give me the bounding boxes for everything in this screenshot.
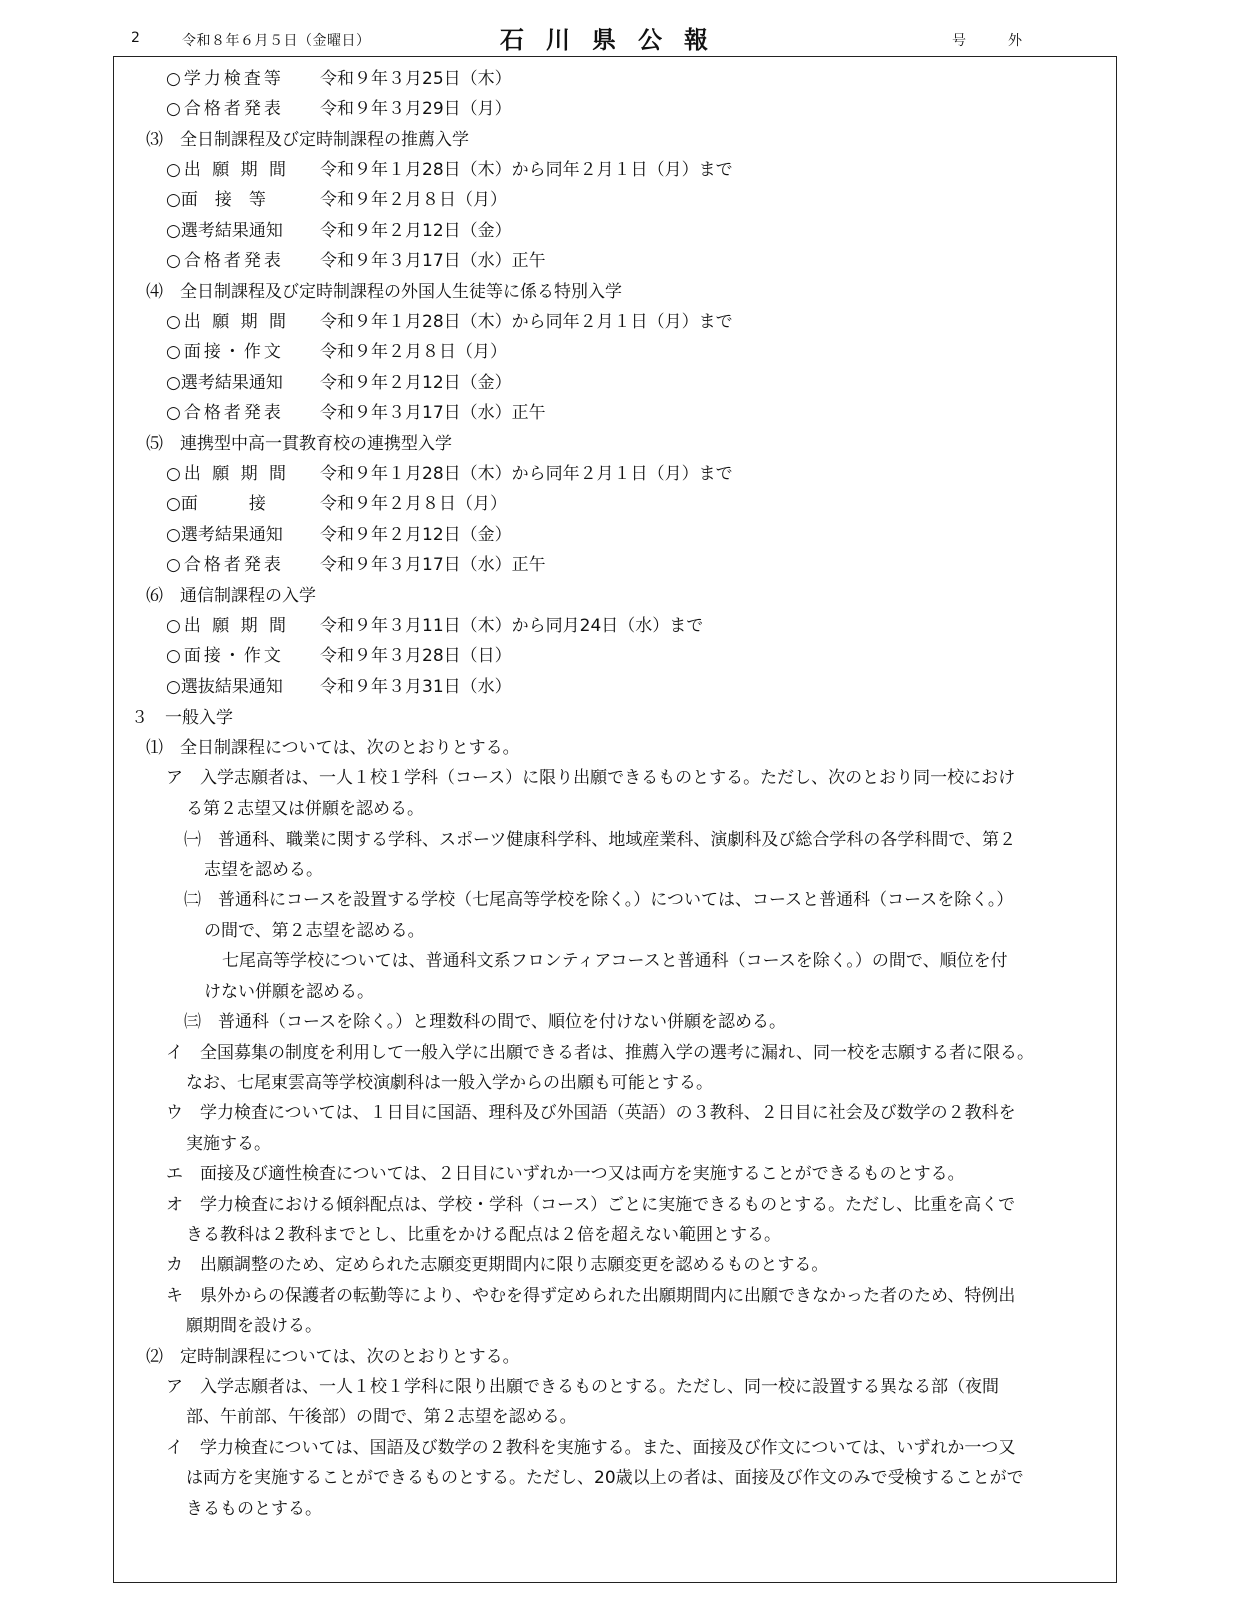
schedule-item: ○合格者発表 令和９年３月17日（水）正午 [166, 555, 546, 575]
paragraph-line: けない併願を認める。 [204, 982, 374, 1002]
schedule-item: ○合格者発表 令和９年３月17日（水）正午 [166, 403, 546, 423]
section-heading: ⑶ 全日制課程及び定時制課程の推薦入学 [146, 130, 469, 150]
paragraph-line: キ 県外からの保護者の転勤等により、やむを得ず定められた出願期間内に出願できなかった者のため、特例出 [166, 1286, 1016, 1306]
paragraph-line: ㈢ 普通科（コースを除く。）と理数科の間で、順位を付けない併願を認める。 [184, 1012, 786, 1032]
schedule-item: ○選抜結果通知 令和９年３月31日（水） [166, 677, 512, 697]
schedule-item: ○出 願 期 間 令和９年１月28日（木）から同年２月１日（月）まで [166, 160, 733, 180]
schedule-item: ○面接・作文 令和９年３月28日（日） [166, 646, 512, 666]
paragraph-line: ㈠ 普通科、職業に関する学科、スポーツ健康科学科、地域産業科、演劇科及び総合学科の各学科間で、第２ [184, 830, 1016, 850]
schedule-item: ○出 願 期 間 令和９年１月28日（木）から同年２月１日（月）まで [166, 312, 733, 332]
paragraph-line: イ 学力検査については、国語及び数学の２教科を実施する。また、面接及び作文については、いずれか一つ又 [166, 1438, 1016, 1458]
paragraph-line: 志望を認める。 [204, 860, 323, 880]
paragraph-line: 部、午前部、午後部）の間で、第２志望を認める。 [186, 1407, 577, 1427]
paragraph-line: オ 学力検査における傾斜配点は、学校・学科（コース）ごとに実施できるものとする。ただし、比重を高くで [166, 1195, 1016, 1215]
paragraph-line: きるものとする。 [186, 1499, 322, 1519]
section-heading: ⑸ 連携型中高一貫教育校の連携型入学 [146, 434, 452, 454]
schedule-item: ○選考結果通知 令和９年２月12日（金） [166, 525, 512, 545]
issue-number: 号 外 [952, 33, 1022, 49]
schedule-item: ○面接・作文 令和９年２月８日（月） [166, 342, 507, 362]
schedule-item: ○学力検査等 令和９年３月25日（木） [166, 69, 512, 89]
paragraph-line: なお、七尾東雲高等学校演劇科は一般入学からの出願も可能とする。 [186, 1073, 713, 1093]
paragraph-line: る第２志望又は併願を認める。 [186, 799, 424, 819]
paragraph-line: エ 面接及び適性検査については、２日目にいずれか一つ又は両方を実施することができるものとする。 [166, 1164, 965, 1184]
page-number: 2 [131, 30, 140, 46]
schedule-item: ○選考結果通知 令和９年２月12日（金） [166, 221, 512, 241]
schedule-item: ○選考結果通知 令和９年２月12日（金） [166, 373, 512, 393]
section-heading: ⑷ 全日制課程及び定時制課程の外国人生徒等に係る特別入学 [146, 282, 622, 302]
schedule-item: ○面 接 等 令和９年２月８日（月） [166, 190, 507, 210]
subsection-heading: ⑴ 全日制課程については、次のとおりとする。 [146, 738, 520, 758]
paragraph-line: ア 入学志願者は、一人１校１学科（コース）に限り出願できるものとする。ただし、次のとおり同一校におけ [166, 768, 1016, 788]
paragraph-line: 七尾高等学校については、普通科文系フロンティアコースと普通科（コースを除く。）の間で、順位を付 [222, 951, 1008, 971]
paragraph-line: 実施する。 [186, 1134, 271, 1154]
section-heading: ⑹ 通信制課程の入学 [146, 586, 316, 606]
paragraph-line: は両方を実施することができるものとする。ただし、20歳以上の者は、面接及び作文のみで受検することがで [186, 1468, 1024, 1488]
section-heading: ３ 一般入学 [131, 708, 233, 728]
paragraph-line: ア 入学志願者は、一人１校１学科に限り出願できるものとする。ただし、同一校に設置する異なる部（夜間 [166, 1377, 999, 1397]
paragraph-line: きる教科は２教科までとし、比重をかける配点は２倍を超えない範囲とする。 [186, 1225, 781, 1245]
paragraph-line: の間で、第２志望を認める。 [204, 921, 425, 941]
paragraph-line: ウ 学力検査については、１日目に国語、理科及び外国語（英語）の３教科、２日目に社会及び数学の２教科を [166, 1103, 1016, 1123]
issue-date: 令和８年６月５日（金曜日） [182, 33, 371, 49]
schedule-item: ○出 願 期 間 令和９年１月28日（木）から同年２月１日（月）まで [166, 464, 733, 484]
schedule-item: ○面 接 令和９年２月８日（月） [166, 494, 507, 514]
schedule-item: ○合格者発表 令和９年３月29日（月） [166, 99, 512, 119]
paragraph-line: 願期間を設ける。 [186, 1316, 322, 1336]
paragraph-line: カ 出願調整のため、定められた志願変更期間内に限り志願変更を認めるものとする。 [166, 1255, 829, 1275]
gazette-title: 石川県公報 [500, 26, 730, 54]
page-header [0, 0, 1243, 56]
paragraph-line: イ 全国募集の制度を利用して一般入学に出願できる者は、推薦入学の選考に漏れ、同一校を志願する者に限る。 [166, 1043, 1035, 1063]
schedule-item: ○合格者発表 令和９年３月17日（水）正午 [166, 251, 546, 271]
paragraph-line: ㈡ 普通科にコースを設置する学校（七尾高等学校を除く。）については、コースと普通科（コースを除く。） [184, 890, 1014, 910]
subsection-heading: ⑵ 定時制課程については、次のとおりとする。 [146, 1347, 520, 1367]
schedule-item: ○出 願 期 間 令和９年３月11日（木）から同月24日（水）まで [166, 616, 704, 636]
